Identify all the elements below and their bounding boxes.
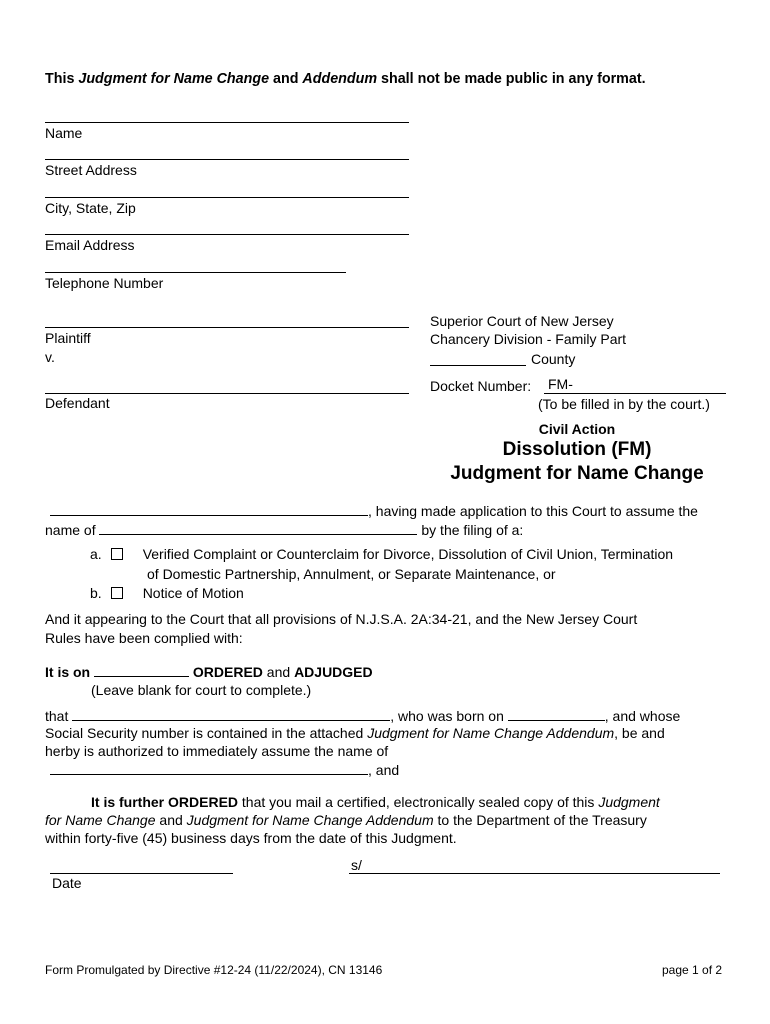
title-judgment: Judgment for Name Change <box>450 463 704 484</box>
order-date-blank[interactable] <box>94 663 189 677</box>
docket-label: Docket Number: <box>430 378 532 394</box>
further-line1: It is further ORDERED that you mail a certified, electronically sealed copy of this Judgment <box>91 794 660 810</box>
new-name-blank[interactable] <box>99 521 417 535</box>
option-a-line2: of Domestic Partnership, Annulment, or Separate Maintenance, or <box>147 566 556 582</box>
defendant-label: Defendant <box>45 395 110 411</box>
applicant-name-blank[interactable] <box>50 502 368 516</box>
email-field[interactable] <box>45 234 409 235</box>
assumed-name-blank[interactable] <box>50 761 368 775</box>
assumed-name-line: , and <box>45 761 399 778</box>
new-name-line: name of by the filing of a: <box>45 522 524 538</box>
defendant-field[interactable] <box>45 393 409 394</box>
ssn-line: Social Security number is contained in the attached Judgment for Name Change Addendum, be and <box>45 725 665 741</box>
court-name: Superior Court of New Jersey <box>430 313 614 329</box>
docket-note: (To be filled in by the court.) <box>538 396 710 412</box>
date-field[interactable] <box>50 873 233 874</box>
versus-label: v. <box>45 349 55 365</box>
ordered-line: It is on ORDERED and ADJUDGED <box>45 664 373 680</box>
option-b: b. Notice of Motion <box>90 585 244 601</box>
telephone-field[interactable] <box>45 272 346 273</box>
signature-prefix: s/ <box>351 857 362 873</box>
option-a-checkbox[interactable] <box>111 548 123 560</box>
name-label: Name <box>45 125 83 141</box>
county-field[interactable] <box>430 365 526 366</box>
telephone-label: Telephone Number <box>45 275 164 291</box>
option-a: a. Verified Complaint or Counterclaim for Divorce, Dissolution of Civil Union, Termination <box>90 546 674 562</box>
plaintiff-label: Plaintiff <box>45 330 91 346</box>
name-field[interactable] <box>45 122 409 123</box>
further-line2: for Name Change and Judgment for Name Change Addendum to the Department of the Treasury <box>45 812 647 828</box>
civil-action-heading: Civil Action <box>538 421 616 437</box>
signature-field[interactable] <box>349 873 720 874</box>
plaintiff-field[interactable] <box>45 327 409 328</box>
option-b-checkbox[interactable] <box>111 587 123 599</box>
footer-form-info: Form Promulgated by Directive #12-24 (11/22/2024), CN 13146 <box>45 963 383 977</box>
title-dissolution: Dissolution (FM) <box>502 439 652 460</box>
email-label: Email Address <box>45 237 135 253</box>
date-label: Date <box>52 875 82 891</box>
court-division: Chancery Division - Family Part <box>430 331 627 347</box>
leave-blank-note: (Leave blank for court to complete.) <box>91 682 312 698</box>
authorized-line: herby is authorized to immediately assume the name of <box>45 743 389 759</box>
city-state-zip-field[interactable] <box>45 197 409 198</box>
that-line: that , who was born on , and whose <box>45 708 681 724</box>
appearing-line1: And it appearing to the Court that all provisions of N.J.S.A. 2A:34-21, and the New Jersey Court <box>45 611 638 627</box>
docket-prefix: FM- <box>548 376 573 392</box>
applicant-line: , having made application to this Court to assume the <box>45 502 698 519</box>
street-address-field[interactable] <box>45 159 409 160</box>
docket-number-field[interactable] <box>544 393 726 394</box>
footer-page-number: page 1 of 2 <box>662 963 723 977</box>
county-label: County <box>531 351 576 367</box>
birth-date-blank[interactable] <box>508 707 605 721</box>
street-address-label: Street Address <box>45 162 137 178</box>
appearing-line2: Rules have been complied with: <box>45 630 243 646</box>
confidentiality-notice: This Judgment for Name Change and Addendum shall not be made public in any format. <box>45 71 646 87</box>
further-line3: within forty-five (45) business days from the date of this Judgment. <box>45 830 457 846</box>
city-state-zip-label: City, State, Zip <box>45 200 136 216</box>
person-name-blank[interactable] <box>72 707 390 721</box>
